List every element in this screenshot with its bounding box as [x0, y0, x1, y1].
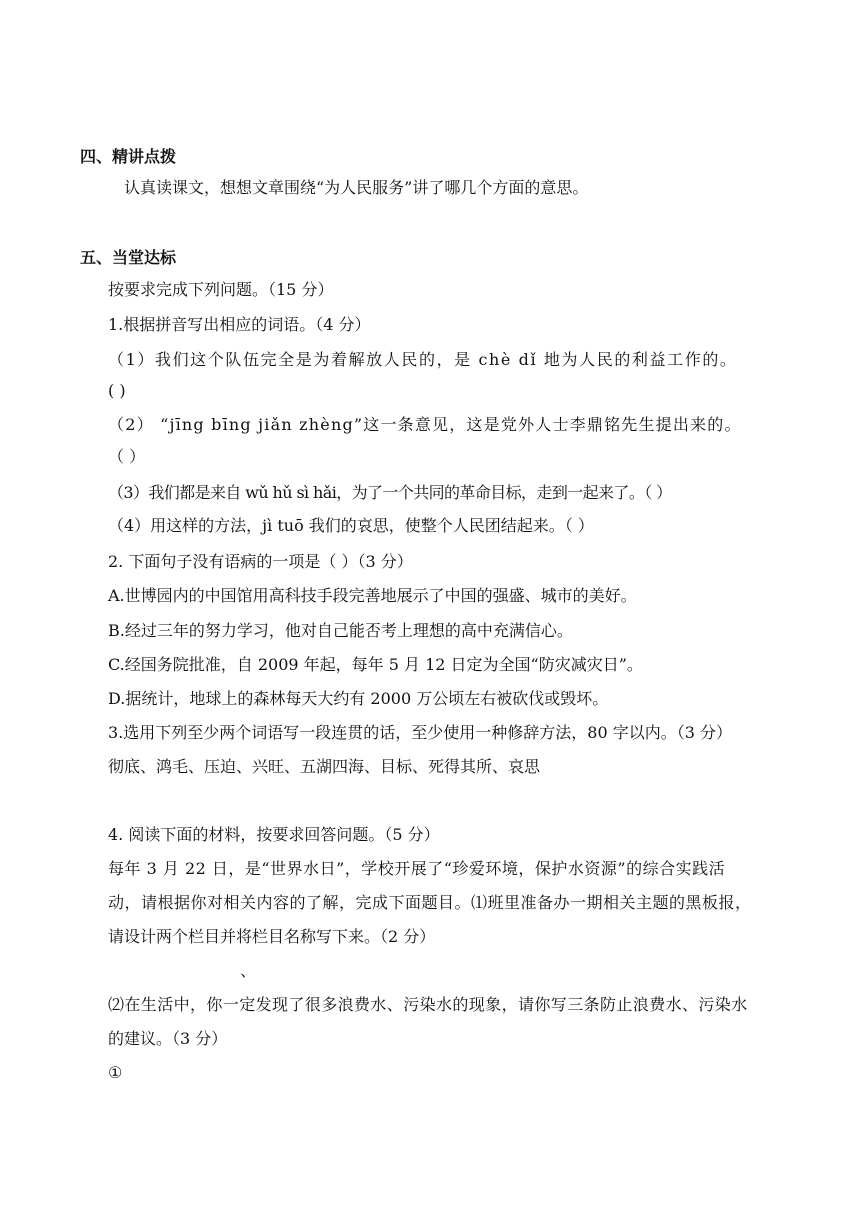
- section-4-heading: 四、精讲点拨: [80, 147, 177, 166]
- section-4-text: 认真读课文，想想文章围绕“为人民服务”讲了哪几个方面的意思。: [124, 178, 589, 197]
- q2-title: 2. 下面句子没有语病的一项是（ ）（3 分）: [108, 552, 413, 571]
- q1-item3: （3）我们都是来自 wǔ hǔ sì hǎi，为了一个共同的革命目标，走到一起来了。（ ）: [108, 483, 672, 502]
- q4-sub2-line2: 的建议。（3 分）: [108, 1029, 228, 1048]
- q2-option-d: D.据统计，地球上的森林每天大约有 2000 万公顷左右被砍伐或毁坏。: [108, 689, 609, 708]
- q4-paragraph-line3: 请设计两个栏目并将栏目名称写下来。（2 分）: [108, 927, 436, 946]
- q1-title: 1.根据拼音写出相应的词语。（4 分）: [108, 315, 371, 334]
- q2-option-b: B.经过三年的努力学习，他对自己能否考上理想的高中充满信心。: [108, 621, 573, 640]
- q4-column-separator: 、: [240, 961, 257, 980]
- q1-item2: （2） “jīng bīng jiǎn zhèng”这一条意见，这是党外人士李鼎铭先生提出来的。: [108, 415, 742, 434]
- q1-item1-blank: ( ): [108, 381, 126, 400]
- q4-sub2-line1: ⑵在生活中，你一定发现了很多浪费水、污染水的现象，请你写三条防止浪费水、污染水: [108, 995, 748, 1014]
- q4-paragraph-line2: 动，请根据你对相关内容的了解，完成下面题目。⑴班里准备办一期相关主题的黑板报，: [108, 893, 752, 912]
- q4-answer-marker-1: ①: [108, 1063, 123, 1082]
- q1-item2-blank: （ ）: [108, 447, 146, 466]
- q3-words: 彻底、鸿毛、压迫、兴旺、五湖四海、目标、死得其所、哀思: [108, 757, 541, 776]
- q2-option-c: C.经国务院批准，自 2009 年起，每年 5 月 12 日定为全国“防灾减灾日”。: [108, 655, 643, 674]
- q4-title: 4. 阅读下面的材料，按要求回答问题。（5 分）: [108, 825, 440, 844]
- section-5-intro: 按要求完成下列问题。（15 分）: [108, 280, 334, 299]
- q1-item1: （1）我们这个队伍完全是为着解放人民的，是 chè dǐ 地为人民的利益工作的。: [108, 350, 738, 369]
- q4-paragraph-line1: 每年 3 月 22 日，是“世界水日”，学校开展了“珍爱环境，保护水资源”的综合实践活: [108, 859, 726, 878]
- q1-item4: （4）用这样的方法，jì tuō 我们的哀思，使整个人民团结起来。（ ）: [108, 516, 594, 535]
- q2-option-a: A.世博园内的中国馆用高科技手段完善地展示了中国的强盛、城市的美好。: [108, 586, 637, 605]
- q3-title: 3.选用下列至少两个词语写一段连贯的话，至少使用一种修辞方法，80 字以内。（3 分）: [108, 723, 732, 742]
- section-5-heading: 五、当堂达标: [80, 248, 177, 267]
